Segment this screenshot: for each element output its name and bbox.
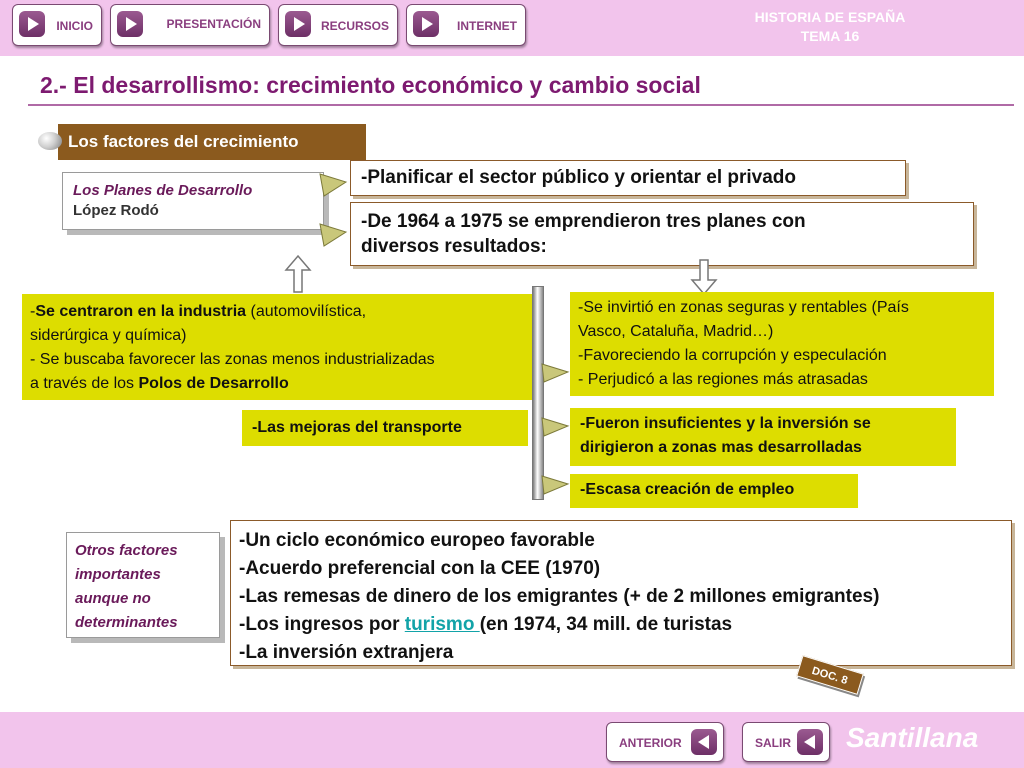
zonas-line1: -Se invirtió en zonas seguras y rentables (País <box>578 299 909 316</box>
otros-line3: aunque no <box>75 590 151 607</box>
salir-button[interactable] <box>742 722 830 762</box>
planificar-box: -Planificar el sector público y orientar el privado <box>350 160 906 196</box>
page-title: 2.- El desarrollismo: crecimiento económico y cambio social <box>40 72 701 98</box>
arrow-icon <box>318 222 348 248</box>
title-divider <box>28 104 1014 106</box>
arrow-icon <box>540 360 570 386</box>
internet-button[interactable] <box>406 4 526 46</box>
planes-desarrollo-box <box>62 172 324 230</box>
inicio-button[interactable] <box>12 4 102 46</box>
escasa-box: -Escasa creación de empleo <box>570 474 858 508</box>
list-item: -Las remesas de dinero de los emigrantes (+ de 2 millones emigrantes) <box>239 586 880 607</box>
zonas-line4: - Perjudicó a las regiones más atrasadas <box>578 371 868 388</box>
industria-line4: a través de los Polos de Desarrollo <box>30 375 289 392</box>
industria-line2: siderúrgica y química) <box>30 327 187 344</box>
planes-title: Los Planes de Desarrollo <box>73 182 253 199</box>
fueron-line1: -Fueron insuficientes y la inversión se <box>580 415 871 432</box>
inicio-label: INICIO <box>56 19 93 33</box>
up-arrow-icon <box>284 254 312 294</box>
internet-label: INTERNET <box>457 19 517 33</box>
fueron-line2: dirigieron a zonas mas desarrolladas <box>580 439 862 456</box>
zonas-line3: -Favoreciendo la corrupción y especulación <box>578 347 887 364</box>
transporte-box: -Las mejoras del transporte <box>242 410 528 446</box>
anterior-label: ANTERIOR <box>619 736 682 750</box>
doc-8-button[interactable]: DOC. 8 <box>796 655 864 695</box>
play-icon <box>117 11 143 37</box>
play-icon <box>413 11 439 37</box>
otros-factores-list <box>230 520 1012 666</box>
resultados-line2: diversos resultados: <box>361 236 547 257</box>
list-item: -Acuerdo preferencial con la CEE (1970) <box>239 558 601 579</box>
play-icon <box>285 11 311 37</box>
fueron-box <box>570 408 956 466</box>
course-header <box>720 8 940 46</box>
industria-line1: -Se centraron en la industria (automovilística, <box>30 303 367 320</box>
turismo-link[interactable]: turismo <box>404 614 480 635</box>
course-name: HISTORIA DE ESPAÑA <box>754 9 906 25</box>
salir-label: SALIR <box>755 736 791 750</box>
arrow-icon <box>540 414 570 440</box>
back-icon <box>691 729 717 755</box>
sphere-bullet-icon <box>38 132 62 150</box>
down-arrow-icon <box>690 258 718 296</box>
tema-number: TEMA 16 <box>800 28 860 44</box>
section-tag: Los factores del crecimiento <box>58 124 366 160</box>
brand-logo: Santillana <box>846 722 979 753</box>
otros-line4: determinantes <box>75 614 178 631</box>
connector-bar <box>532 286 544 500</box>
presentacion-label: PRESENTACIÓN <box>166 17 261 31</box>
anterior-button[interactable] <box>606 722 724 762</box>
list-item: -Los ingresos por turismo (en 1974, 34 mill. de turistas <box>239 614 733 635</box>
otros-line2: importantes <box>75 566 161 583</box>
planes-author: López Rodó <box>73 202 159 219</box>
transporte-text: Las mejoras del transporte <box>257 419 462 436</box>
recursos-label: RECURSOS <box>320 19 389 33</box>
industria-line3: - Se buscaba favorecer las zonas menos industrializadas <box>30 351 435 368</box>
list-item: -La inversión extranjera <box>239 642 454 663</box>
industria-box <box>22 294 532 400</box>
otros-factores-box <box>66 532 220 638</box>
escasa-text: Escasa creación de empleo <box>585 481 795 498</box>
play-icon <box>19 11 45 37</box>
planes-resultados-box <box>350 202 974 266</box>
arrow-icon <box>318 172 348 198</box>
zonas-line2: Vasco, Cataluña, Madrid…) <box>578 323 774 340</box>
recursos-button[interactable] <box>278 4 398 46</box>
list-item: -Un ciclo económico europeo favorable <box>239 530 595 551</box>
presentacion-button[interactable] <box>110 4 270 46</box>
otros-line1: Otros factores <box>75 542 178 559</box>
zonas-box <box>570 292 994 396</box>
arrow-icon <box>540 472 570 498</box>
back-icon <box>797 729 823 755</box>
resultados-line1: -De 1964 a 1975 se emprendieron tres planes con <box>361 211 806 232</box>
